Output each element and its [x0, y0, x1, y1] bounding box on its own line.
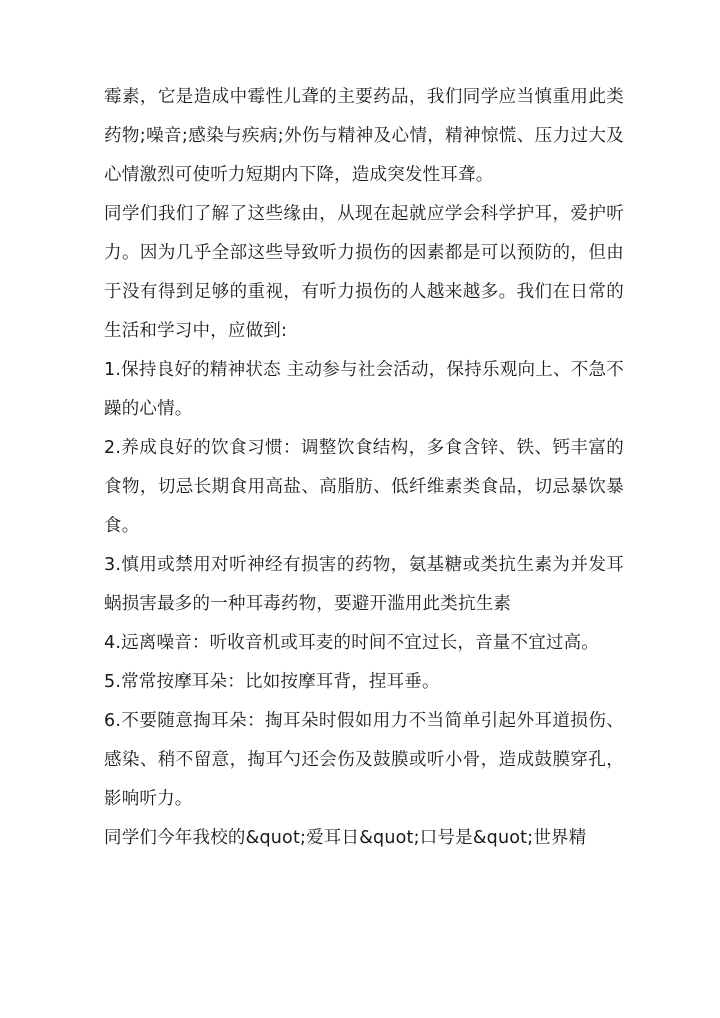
paragraph: 5.常常按摩耳朵：比如按摩耳背，捏耳垂。	[104, 672, 440, 692]
document-body	[104, 78, 624, 858]
paragraph: 霉素，它是造成中霉性儿聋的主要药品，我们同学应当慎重用此类药物;噪音;感染与疾病;外伤与精神及心情，精神惊慌、压力过大及心情激烈可使听力短期内下降，造成突发性耳聋。	[104, 87, 624, 185]
paragraph: 4.远离噪音：听收音机或耳麦的时间不宜过长，音量不宜过高。	[104, 633, 599, 653]
paragraph: 同学们今年我校的&quot;爱耳日&quot;口号是&quot;世界精	[104, 828, 587, 848]
paragraph: 3.慎用或禁用对听神经有损害的药物，氨基糖或类抗生素为并发耳蜗损害最多的一种耳毒药物，要避开滥用此类抗生素	[104, 555, 624, 614]
paragraph: 同学们我们了解了这些缘由，从现在起就应学会科学护耳，爱护听力。因为几乎全部这些导致听力损伤的因素都是可以预防的，但由于没有得到足够的重视，有听力损伤的人越来越多。我们在日常的生活和学习中，应做到:	[104, 204, 624, 341]
paragraph: 6.不要随意掏耳朵：掏耳朵时假如用力不当简单引起外耳道损伤、感染、稍不留意，掏耳勺还会伤及鼓膜或听小骨，造成鼓膜穿孔，影响听力。	[104, 711, 624, 809]
paragraph: 1.保持良好的精神状态 主动参与社会活动，保持乐观向上、不急不躁的心情。	[104, 360, 624, 419]
paragraph: 2.养成良好的饮食习惯：调整饮食结构，多食含锌、铁、钙丰富的食物，切忌长期食用高盐、高脂肪、低纤维素类食品，切忌暴饮暴食。	[104, 438, 624, 536]
